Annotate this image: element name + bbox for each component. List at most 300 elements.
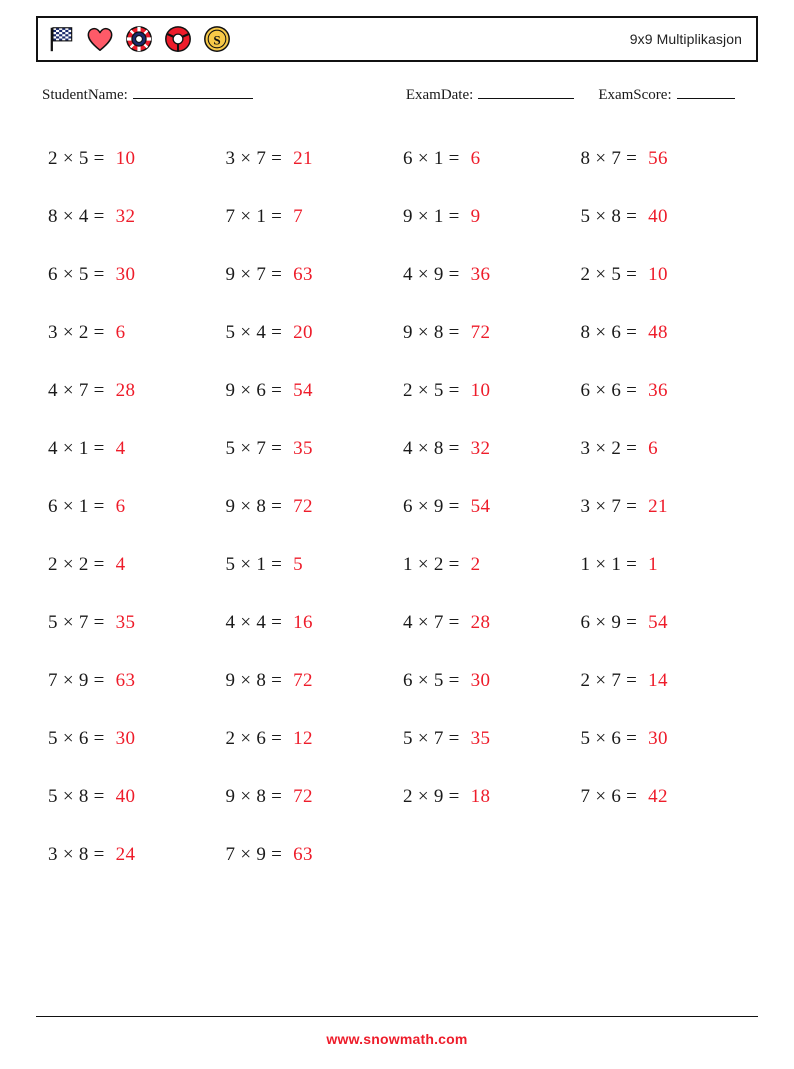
operand-b: 8 xyxy=(256,496,267,517)
operand-a: 2 xyxy=(580,670,591,691)
answer-value: 6 xyxy=(115,496,126,517)
answer-value: 72 xyxy=(470,322,491,343)
multiply-symbol: × xyxy=(595,496,607,517)
equals-symbol: = xyxy=(626,496,638,517)
equals-symbol: = xyxy=(271,670,283,691)
equals-symbol: = xyxy=(93,438,105,459)
answer-value: 30 xyxy=(115,728,136,749)
answer-value: 40 xyxy=(115,786,136,807)
equals-symbol: = xyxy=(448,380,460,401)
operand-a: 5 xyxy=(48,728,58,749)
answer-value: 14 xyxy=(648,670,668,691)
student-name-field[interactable] xyxy=(42,84,253,104)
multiply-symbol: × xyxy=(62,206,74,227)
answer-value: 6 xyxy=(648,438,658,459)
operand-b: 7 xyxy=(78,380,89,401)
operand-b: 4 xyxy=(256,322,267,343)
equals-symbol: = xyxy=(448,728,460,749)
page-title: 9x9 Multiplikasjon xyxy=(629,31,742,47)
answer-value: 36 xyxy=(648,380,668,401)
equals-symbol: = xyxy=(271,612,283,633)
student-info-row xyxy=(36,84,758,104)
equals-symbol: = xyxy=(271,148,283,169)
problem-grid xyxy=(36,130,758,884)
answer-value: 63 xyxy=(115,670,136,691)
operand-a: 6 xyxy=(403,148,413,169)
answer-value: 30 xyxy=(648,728,668,749)
multiply-symbol: × xyxy=(240,438,252,459)
answer-value: 63 xyxy=(293,264,313,285)
operand-a: 6 xyxy=(580,380,591,401)
equals-symbol: = xyxy=(271,380,283,401)
problem-item xyxy=(48,478,226,536)
multiply-symbol: × xyxy=(595,380,607,401)
operand-b: 7 xyxy=(256,264,267,285)
operand-b: 8 xyxy=(78,786,89,807)
operand-a: 7 xyxy=(225,844,236,865)
multiply-symbol: × xyxy=(240,264,252,285)
multiply-symbol: × xyxy=(62,786,74,807)
equals-symbol: = xyxy=(448,264,460,285)
operand-b: 8 xyxy=(433,322,444,343)
multiply-symbol: × xyxy=(240,844,252,865)
multiply-symbol: × xyxy=(62,264,74,285)
operand-a: 1 xyxy=(580,554,591,575)
answer-value: 7 xyxy=(293,206,303,227)
problem-item xyxy=(226,420,404,478)
answer-value: 35 xyxy=(115,612,136,633)
operand-b: 6 xyxy=(611,322,622,343)
multiply-symbol: × xyxy=(417,380,429,401)
operand-a: 4 xyxy=(403,612,413,633)
multiply-symbol: × xyxy=(417,148,429,169)
exam-score-input[interactable] xyxy=(677,84,735,99)
operand-a: 5 xyxy=(225,322,236,343)
operand-b: 5 xyxy=(433,670,444,691)
operand-a: 9 xyxy=(225,670,236,691)
equals-symbol: = xyxy=(626,206,638,227)
problem-item xyxy=(403,246,581,304)
equals-symbol: = xyxy=(448,322,460,343)
operand-a: 5 xyxy=(225,438,236,459)
answer-value: 12 xyxy=(293,728,313,749)
equals-symbol: = xyxy=(626,148,638,169)
operand-a: 9 xyxy=(225,496,236,517)
answer-value: 10 xyxy=(648,264,668,285)
answer-value: 72 xyxy=(293,496,313,517)
problem-item xyxy=(226,130,404,188)
operand-b: 6 xyxy=(611,380,622,401)
operand-a: 4 xyxy=(403,438,413,459)
poker-chip-icon xyxy=(124,24,154,54)
operand-b: 7 xyxy=(433,728,444,749)
multiply-symbol: × xyxy=(595,264,607,285)
operand-b: 7 xyxy=(78,612,89,633)
operand-b: 5 xyxy=(611,264,622,285)
operand-b: 8 xyxy=(78,844,89,865)
answer-value: 63 xyxy=(293,844,313,865)
answer-value: 54 xyxy=(470,496,491,517)
operand-b: 7 xyxy=(611,496,622,517)
problem-item xyxy=(581,710,759,768)
operand-b: 1 xyxy=(78,438,89,459)
equals-symbol: = xyxy=(93,496,105,517)
operand-b: 1 xyxy=(611,554,622,575)
operand-a: 3 xyxy=(48,844,58,865)
operand-b: 5 xyxy=(78,148,89,169)
operand-a: 5 xyxy=(48,612,58,633)
header-icon-row xyxy=(46,24,232,54)
equals-symbol: = xyxy=(93,322,105,343)
multiply-symbol: × xyxy=(240,322,252,343)
multiply-symbol: × xyxy=(240,496,252,517)
equals-symbol: = xyxy=(93,844,105,865)
answer-value: 24 xyxy=(115,844,136,865)
problem-item xyxy=(48,536,226,594)
problem-item xyxy=(226,594,404,652)
multiply-symbol: × xyxy=(240,728,252,749)
equals-symbol: = xyxy=(448,148,460,169)
operand-a: 7 xyxy=(580,786,591,807)
problem-item xyxy=(48,246,226,304)
answer-value: 21 xyxy=(648,496,668,517)
operand-a: 9 xyxy=(403,206,413,227)
operand-a: 2 xyxy=(403,786,413,807)
answer-value: 18 xyxy=(470,786,491,807)
equals-symbol: = xyxy=(93,148,105,169)
operand-a: 5 xyxy=(580,206,591,227)
problem-item xyxy=(403,188,581,246)
equals-symbol: = xyxy=(271,554,283,575)
equals-symbol: = xyxy=(93,728,105,749)
operand-a: 2 xyxy=(580,264,591,285)
problem-item xyxy=(581,768,759,826)
equals-symbol: = xyxy=(448,438,460,459)
svg-text:S: S xyxy=(213,32,221,48)
operand-a: 6 xyxy=(580,612,591,633)
operand-a: 3 xyxy=(48,322,58,343)
exam-score-field[interactable] xyxy=(598,84,734,104)
problem-item xyxy=(48,768,226,826)
answer-value: 35 xyxy=(470,728,491,749)
problem-item xyxy=(226,246,404,304)
multiply-symbol: × xyxy=(62,438,74,459)
operand-a: 6 xyxy=(48,496,58,517)
multiply-symbol: × xyxy=(62,612,74,633)
equals-symbol: = xyxy=(626,322,638,343)
equals-symbol: = xyxy=(626,264,638,285)
answer-value: 35 xyxy=(293,438,313,459)
operand-a: 5 xyxy=(48,786,58,807)
equals-symbol: = xyxy=(271,264,283,285)
problem-item xyxy=(581,420,759,478)
multiply-symbol: × xyxy=(595,612,607,633)
operand-a: 2 xyxy=(403,380,413,401)
operand-b: 1 xyxy=(256,554,267,575)
operand-b: 6 xyxy=(611,728,622,749)
problem-item xyxy=(403,362,581,420)
operand-a: 2 xyxy=(48,148,58,169)
problem-item xyxy=(403,536,581,594)
problem-item xyxy=(48,652,226,710)
equals-symbol: = xyxy=(271,206,283,227)
answer-value: 6 xyxy=(115,322,126,343)
operand-b: 4 xyxy=(78,206,89,227)
operand-a: 4 xyxy=(225,612,236,633)
answer-value: 32 xyxy=(470,438,491,459)
operand-b: 1 xyxy=(78,496,89,517)
operand-b: 6 xyxy=(256,380,267,401)
problem-item xyxy=(581,536,759,594)
multiply-symbol: × xyxy=(240,380,252,401)
equals-symbol: = xyxy=(271,496,283,517)
problem-item xyxy=(226,188,404,246)
multiply-symbol: × xyxy=(595,438,607,459)
equals-symbol: = xyxy=(93,264,105,285)
problem-item xyxy=(581,594,759,652)
operand-a: 8 xyxy=(48,206,58,227)
exam-score-label: ExamScore: xyxy=(598,87,672,103)
multiply-symbol: × xyxy=(240,786,252,807)
multiply-symbol: × xyxy=(417,554,429,575)
equals-symbol: = xyxy=(93,670,105,691)
operand-b: 2 xyxy=(433,554,444,575)
operand-b: 7 xyxy=(256,438,267,459)
multiply-symbol: × xyxy=(595,322,607,343)
answer-value: 54 xyxy=(648,612,668,633)
multiply-symbol: × xyxy=(240,206,252,227)
problem-item xyxy=(581,246,759,304)
operand-b: 8 xyxy=(256,786,267,807)
problem-item xyxy=(48,594,226,652)
problem-item xyxy=(403,130,581,188)
operand-b: 6 xyxy=(256,728,267,749)
problem-item xyxy=(403,304,581,362)
problem-item xyxy=(403,594,581,652)
answer-value: 4 xyxy=(115,554,126,575)
operand-a: 3 xyxy=(580,438,591,459)
answer-value: 72 xyxy=(293,670,313,691)
problem-item xyxy=(581,652,759,710)
equals-symbol: = xyxy=(93,612,105,633)
racing-flag-icon xyxy=(46,24,76,54)
steering-wheel-icon xyxy=(163,24,193,54)
multiply-symbol: × xyxy=(62,670,74,691)
operand-a: 9 xyxy=(225,264,236,285)
operand-b: 9 xyxy=(433,786,444,807)
multiply-symbol: × xyxy=(62,148,74,169)
answer-value: 32 xyxy=(115,206,136,227)
multiply-symbol: × xyxy=(240,148,252,169)
operand-b: 2 xyxy=(78,322,89,343)
answer-value: 28 xyxy=(470,612,491,633)
multiply-symbol: × xyxy=(595,148,607,169)
operand-b: 8 xyxy=(611,206,622,227)
operand-a: 4 xyxy=(48,438,58,459)
operand-a: 9 xyxy=(225,786,236,807)
operand-b: 6 xyxy=(78,728,89,749)
heart-icon xyxy=(85,24,115,54)
problem-item xyxy=(226,478,404,536)
operand-b: 9 xyxy=(611,612,622,633)
multiply-symbol: × xyxy=(62,844,74,865)
multiply-symbol: × xyxy=(62,554,74,575)
operand-a: 4 xyxy=(403,264,413,285)
problem-item xyxy=(581,130,759,188)
multiply-symbol: × xyxy=(62,496,74,517)
equals-symbol: = xyxy=(271,322,283,343)
multiply-symbol: × xyxy=(595,786,607,807)
operand-b: 5 xyxy=(78,264,89,285)
multiply-symbol: × xyxy=(417,728,429,749)
answer-value: 2 xyxy=(470,554,481,575)
answer-value: 54 xyxy=(293,380,313,401)
answer-value: 16 xyxy=(293,612,313,633)
equals-symbol: = xyxy=(626,438,638,459)
equals-symbol: = xyxy=(626,380,638,401)
operand-a: 5 xyxy=(403,728,413,749)
multiply-symbol: × xyxy=(595,670,607,691)
problem-item xyxy=(226,768,404,826)
problem-item xyxy=(48,420,226,478)
operand-a: 1 xyxy=(403,554,413,575)
equals-symbol: = xyxy=(93,206,105,227)
answer-value: 1 xyxy=(648,554,658,575)
problem-item xyxy=(581,188,759,246)
problem-item xyxy=(48,362,226,420)
equals-symbol: = xyxy=(448,670,460,691)
operand-a: 3 xyxy=(580,496,591,517)
operand-b: 6 xyxy=(611,786,622,807)
footer-url: www.snowmath.com xyxy=(326,1031,468,1047)
multiply-symbol: × xyxy=(62,380,74,401)
problem-item xyxy=(226,826,404,884)
equals-symbol: = xyxy=(626,554,638,575)
problem-item xyxy=(403,478,581,536)
operand-a: 8 xyxy=(580,148,591,169)
operand-b: 9 xyxy=(78,670,89,691)
equals-symbol: = xyxy=(271,844,283,865)
operand-a: 7 xyxy=(225,206,236,227)
multiply-symbol: × xyxy=(240,670,252,691)
answer-value: 5 xyxy=(293,554,303,575)
multiply-symbol: × xyxy=(240,612,252,633)
multiply-symbol: × xyxy=(240,554,252,575)
problem-item xyxy=(48,188,226,246)
equals-symbol: = xyxy=(626,728,638,749)
problem-item xyxy=(226,362,404,420)
worksheet-page xyxy=(0,16,794,1069)
equals-symbol: = xyxy=(626,670,638,691)
multiply-symbol: × xyxy=(417,612,429,633)
problem-item xyxy=(226,536,404,594)
operand-b: 7 xyxy=(611,148,622,169)
multiply-symbol: × xyxy=(417,496,429,517)
operand-a: 9 xyxy=(403,322,413,343)
answer-value: 36 xyxy=(470,264,491,285)
equals-symbol: = xyxy=(271,786,283,807)
operand-a: 5 xyxy=(580,728,591,749)
problem-item xyxy=(226,710,404,768)
operand-a: 2 xyxy=(225,728,236,749)
multiply-symbol: × xyxy=(62,728,74,749)
footer-divider xyxy=(36,1016,758,1017)
answer-value: 6 xyxy=(470,148,481,169)
equals-symbol: = xyxy=(271,728,283,749)
answer-value: 21 xyxy=(293,148,313,169)
operand-b: 4 xyxy=(256,612,267,633)
operand-b: 1 xyxy=(433,206,444,227)
operand-a: 7 xyxy=(48,670,58,691)
operand-a: 8 xyxy=(580,322,591,343)
operand-b: 7 xyxy=(611,670,622,691)
equals-symbol: = xyxy=(448,786,460,807)
answer-value: 10 xyxy=(470,380,491,401)
problem-item xyxy=(581,304,759,362)
answer-value: 28 xyxy=(115,380,136,401)
equals-symbol: = xyxy=(448,496,460,517)
exam-date-field[interactable] xyxy=(406,84,574,104)
operand-b: 9 xyxy=(256,844,267,865)
multiply-symbol: × xyxy=(62,322,74,343)
equals-symbol: = xyxy=(93,554,105,575)
answer-value: 30 xyxy=(470,670,491,691)
answer-value: 9 xyxy=(470,206,481,227)
multiply-symbol: × xyxy=(595,728,607,749)
equals-symbol: = xyxy=(626,612,638,633)
operand-b: 9 xyxy=(433,496,444,517)
student-name-input[interactable] xyxy=(133,84,253,99)
operand-b: 7 xyxy=(256,148,267,169)
answer-value: 10 xyxy=(115,148,136,169)
student-name-label: StudentName: xyxy=(42,87,128,103)
problem-item xyxy=(403,710,581,768)
multiply-symbol: × xyxy=(417,786,429,807)
multiply-symbol: × xyxy=(595,206,607,227)
operand-b: 8 xyxy=(433,438,444,459)
coin-icon xyxy=(202,24,232,54)
multiply-symbol: × xyxy=(417,206,429,227)
operand-b: 7 xyxy=(433,612,444,633)
operand-a: 5 xyxy=(225,554,236,575)
multiply-symbol: × xyxy=(595,554,607,575)
exam-date-input[interactable] xyxy=(478,84,574,99)
equals-symbol: = xyxy=(93,786,105,807)
answer-value: 30 xyxy=(115,264,136,285)
operand-b: 9 xyxy=(433,264,444,285)
multiply-symbol: × xyxy=(417,264,429,285)
equals-symbol: = xyxy=(448,612,460,633)
operand-a: 6 xyxy=(48,264,58,285)
problem-item xyxy=(48,826,226,884)
operand-a: 9 xyxy=(225,380,236,401)
multiply-symbol: × xyxy=(417,438,429,459)
operand-b: 5 xyxy=(433,380,444,401)
problem-item xyxy=(581,478,759,536)
operand-a: 2 xyxy=(48,554,58,575)
operand-b: 8 xyxy=(256,670,267,691)
answer-value: 72 xyxy=(293,786,313,807)
exam-date-label: ExamDate: xyxy=(405,87,474,103)
operand-a: 3 xyxy=(225,148,236,169)
equals-symbol: = xyxy=(448,206,460,227)
answer-value: 40 xyxy=(648,206,668,227)
operand-a: 6 xyxy=(403,670,413,691)
equals-symbol: = xyxy=(626,786,638,807)
equals-symbol: = xyxy=(448,554,460,575)
multiply-symbol: × xyxy=(417,322,429,343)
problem-item xyxy=(403,768,581,826)
